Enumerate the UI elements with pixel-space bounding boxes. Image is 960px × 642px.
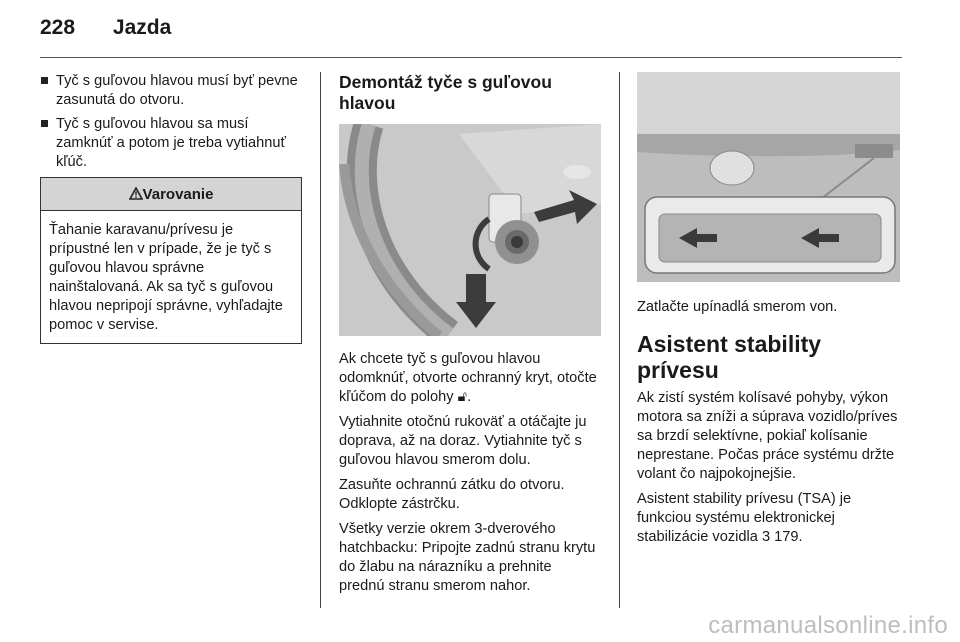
column-middle: [339, 72, 601, 602]
column-divider: [619, 72, 620, 608]
xref-arrow-icon[interactable]: 3: [761, 529, 771, 545]
list-item: Tyč s guľovou hlavou sa musí zamknúť a potom je treba vytiahnuť kľúč.: [40, 115, 302, 172]
bumper-clips-illustration: [637, 72, 900, 282]
warning-title: Varovanie: [142, 186, 214, 203]
paragraph: Asistent stability prívesu (TSA) je funkciou systému elektronickej stabilizácie vozidla 3 179.: [637, 491, 852, 545]
warning-box: [40, 177, 302, 344]
section-heading: Demontáž tyče s guľovou hlavou: [339, 72, 552, 113]
column-divider: [320, 72, 321, 608]
unlock-icon: 🔓︎: [457, 389, 468, 405]
paragraph: Ak zistí systém kolísavé pohyby, výkon motora sa zníži a súprava vozidlo/príves sa brzdí selektívne, pokiaľ kolísanie neprestane. Počas práce systému držte volant čo najpokojnejšie.: [637, 390, 898, 482]
illustration-graphic: [637, 72, 900, 282]
section-title: Jazda: [112, 16, 172, 39]
illustration-graphic: [339, 124, 601, 336]
ball-bar-removal-illustration: [339, 124, 601, 336]
paragraph: Ak chcete tyč s guľovou hlavou odomknúť, otvorte ochranný kryt, otočte kľúčom do polohy 🔓︎.: [339, 351, 597, 405]
list-item: Tyč s guľovou hlavou musí byť pevne zasunutá do otvoru.: [40, 72, 302, 110]
warning-triangle-icon: [129, 187, 143, 200]
image-caption: Zatlačte upínadlá smerom von.: [637, 299, 838, 315]
paragraph: Vytiahnite otočnú rukoväť a otáčajte ju doprava, až na doraz. Vytiahnite tyč s guľovou hlavou smerom dolu.: [339, 414, 587, 468]
bullet-list: [40, 72, 302, 172]
warning-text: Ťahanie karavanu/prívesu je prípustné len v prípade, že je tyč s guľovou hlavou správne nainštalovaná. Ak sa tyč s guľovou hlavou nepripojí správne, vyhľadajte pomoc v servise.: [49, 222, 283, 333]
column-left: [40, 72, 302, 344]
page-number: 228: [40, 16, 76, 39]
section-heading: Asistent stability prívesu: [637, 331, 822, 383]
page-header: [40, 16, 171, 40]
xref-page-link[interactable]: 179.: [774, 529, 803, 545]
paragraph: Všetky verzie okrem 3-dverového hatchbacku: Pripojte zadnú stranu krytu do žlabu na nárazníku a prehnite prednú stranu smerom nahor.: [339, 521, 596, 594]
column-right: [637, 72, 900, 553]
header-rule: [40, 57, 902, 58]
paragraph: Zasuňte ochrannú zátku do otvoru. Odklopte zástrčku.: [339, 477, 565, 512]
warning-header: [41, 178, 301, 211]
watermark: carmanualsonline.info: [708, 612, 948, 639]
